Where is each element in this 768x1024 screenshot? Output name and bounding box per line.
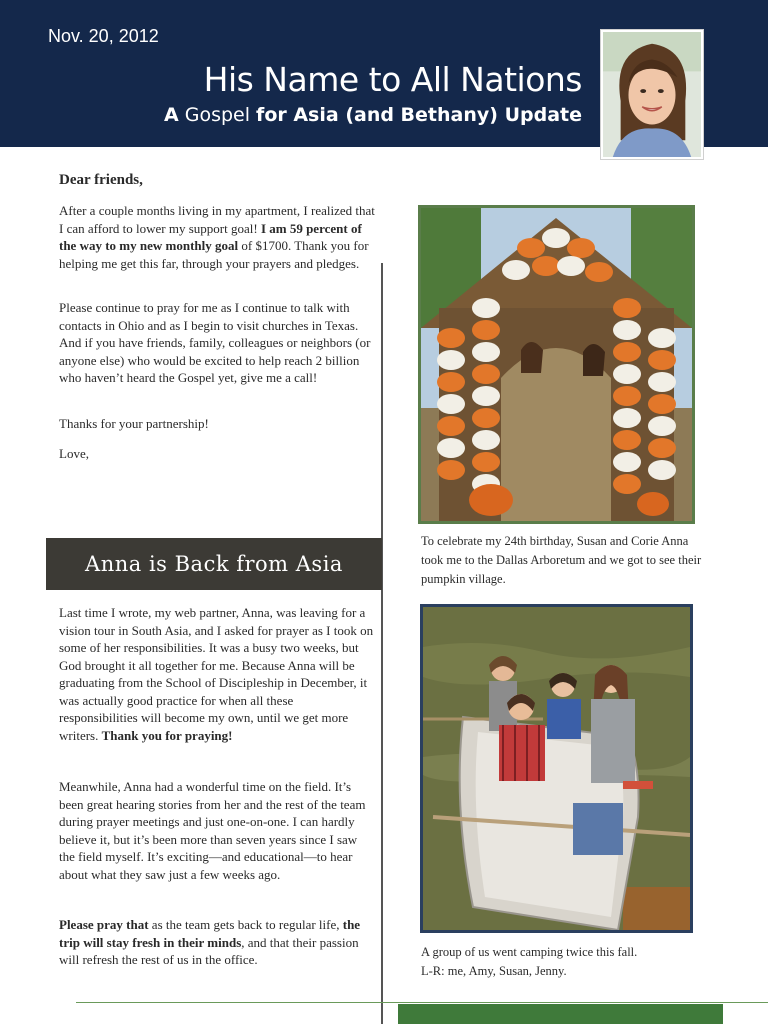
p7-mid: as the team gets back to regular life, bbox=[151, 917, 340, 932]
paragraph-signoff: Love, bbox=[59, 446, 89, 461]
paragraph-prayer-request: Please continue to pray for me as I continue to talk with contacts in Ohio and as I begin to visit churches in Texas. And if you have friends, family, colleagues or neighbors (or anyone else) who would be excited to help reach 2 billion who haven’t heard the Gospel yet, give me a call! bbox=[59, 300, 371, 385]
p7-end: , and that their passion will refresh the rest of us in the office. bbox=[59, 934, 359, 967]
footer-green-bar bbox=[398, 1004, 723, 1024]
section-banner: Anna is Back from Asia bbox=[46, 538, 382, 590]
newsletter-title: His Name to All Nations bbox=[203, 60, 582, 99]
paragraph-support-goal bbox=[59, 202, 375, 272]
canoe-caption-line1: A group of us went camping twice this fall. bbox=[421, 945, 638, 959]
subtitle-a: A bbox=[163, 104, 179, 126]
subtitle-rest: for Asia (and Bethany) Update bbox=[256, 104, 582, 126]
canoe-caption-line2: L-R: me, Amy, Susan, Jenny. bbox=[421, 964, 567, 978]
p7-bold1: Please pray that bbox=[59, 917, 149, 932]
p1-bold: I am 59 percent of the way to my new monthly goal bbox=[59, 220, 362, 253]
paragraph-pray-that bbox=[59, 916, 375, 969]
p1-end: of $1700. Thank you for helping me get this far, through your prayers and pledges. bbox=[59, 238, 369, 271]
canoe-image bbox=[423, 607, 690, 930]
issue-date: Nov. 20, 2012 bbox=[48, 26, 159, 46]
pumpkin-caption: To celebrate my 24th birthday, Susan and Corie Anna took me to the Dallas Arboretum and we got to see their pumpkin village. bbox=[421, 534, 702, 586]
canoe-photo bbox=[420, 604, 693, 933]
canoe-caption bbox=[421, 943, 706, 981]
portrait-image bbox=[603, 32, 701, 157]
newsletter-subtitle bbox=[164, 104, 582, 126]
paragraph-anna-tour bbox=[59, 604, 375, 744]
subtitle-gospel: Gospel bbox=[184, 104, 250, 126]
p7-bold2: the trip will stay fresh in their minds bbox=[59, 917, 361, 950]
p5-bold: Thank you for praying! bbox=[101, 727, 233, 743]
column-divider bbox=[381, 263, 383, 1024]
author-portrait bbox=[600, 29, 704, 160]
p1-start: After a couple months living in my apartment, I realized that I can afford to lower my support goal! bbox=[59, 203, 375, 236]
pumpkin-village-photo bbox=[418, 205, 695, 524]
footer-rule bbox=[76, 1002, 768, 1003]
paragraph-anna-field: Meanwhile, Anna had a wonderful time on the field. It’s been great hearing stories from her and the rest of the team during prayer meetings and just one-on-one. I can hardly believe it, but it’s been more than seven years since I saw the field myself. It’s exciting—and educational—to hear about what they saw just a few weeks ago. bbox=[59, 779, 366, 882]
p5-start: Last time I wrote, my web partner, Anna, was leaving for a vision tour in South Asia, and I asked for prayer as I took on some of her responsibilities. It was a busy two weeks, but God brought it all together for me. Because Anna will be graduating from the School of Discipleship in December, it was actually good practice for when all these responsibilities will become my own, until we get more writers. bbox=[59, 605, 374, 743]
greeting: Dear friends, bbox=[59, 172, 143, 188]
pumpkin-village-image bbox=[421, 208, 692, 521]
paragraph-thanks: Thanks for your partnership! bbox=[59, 416, 209, 431]
